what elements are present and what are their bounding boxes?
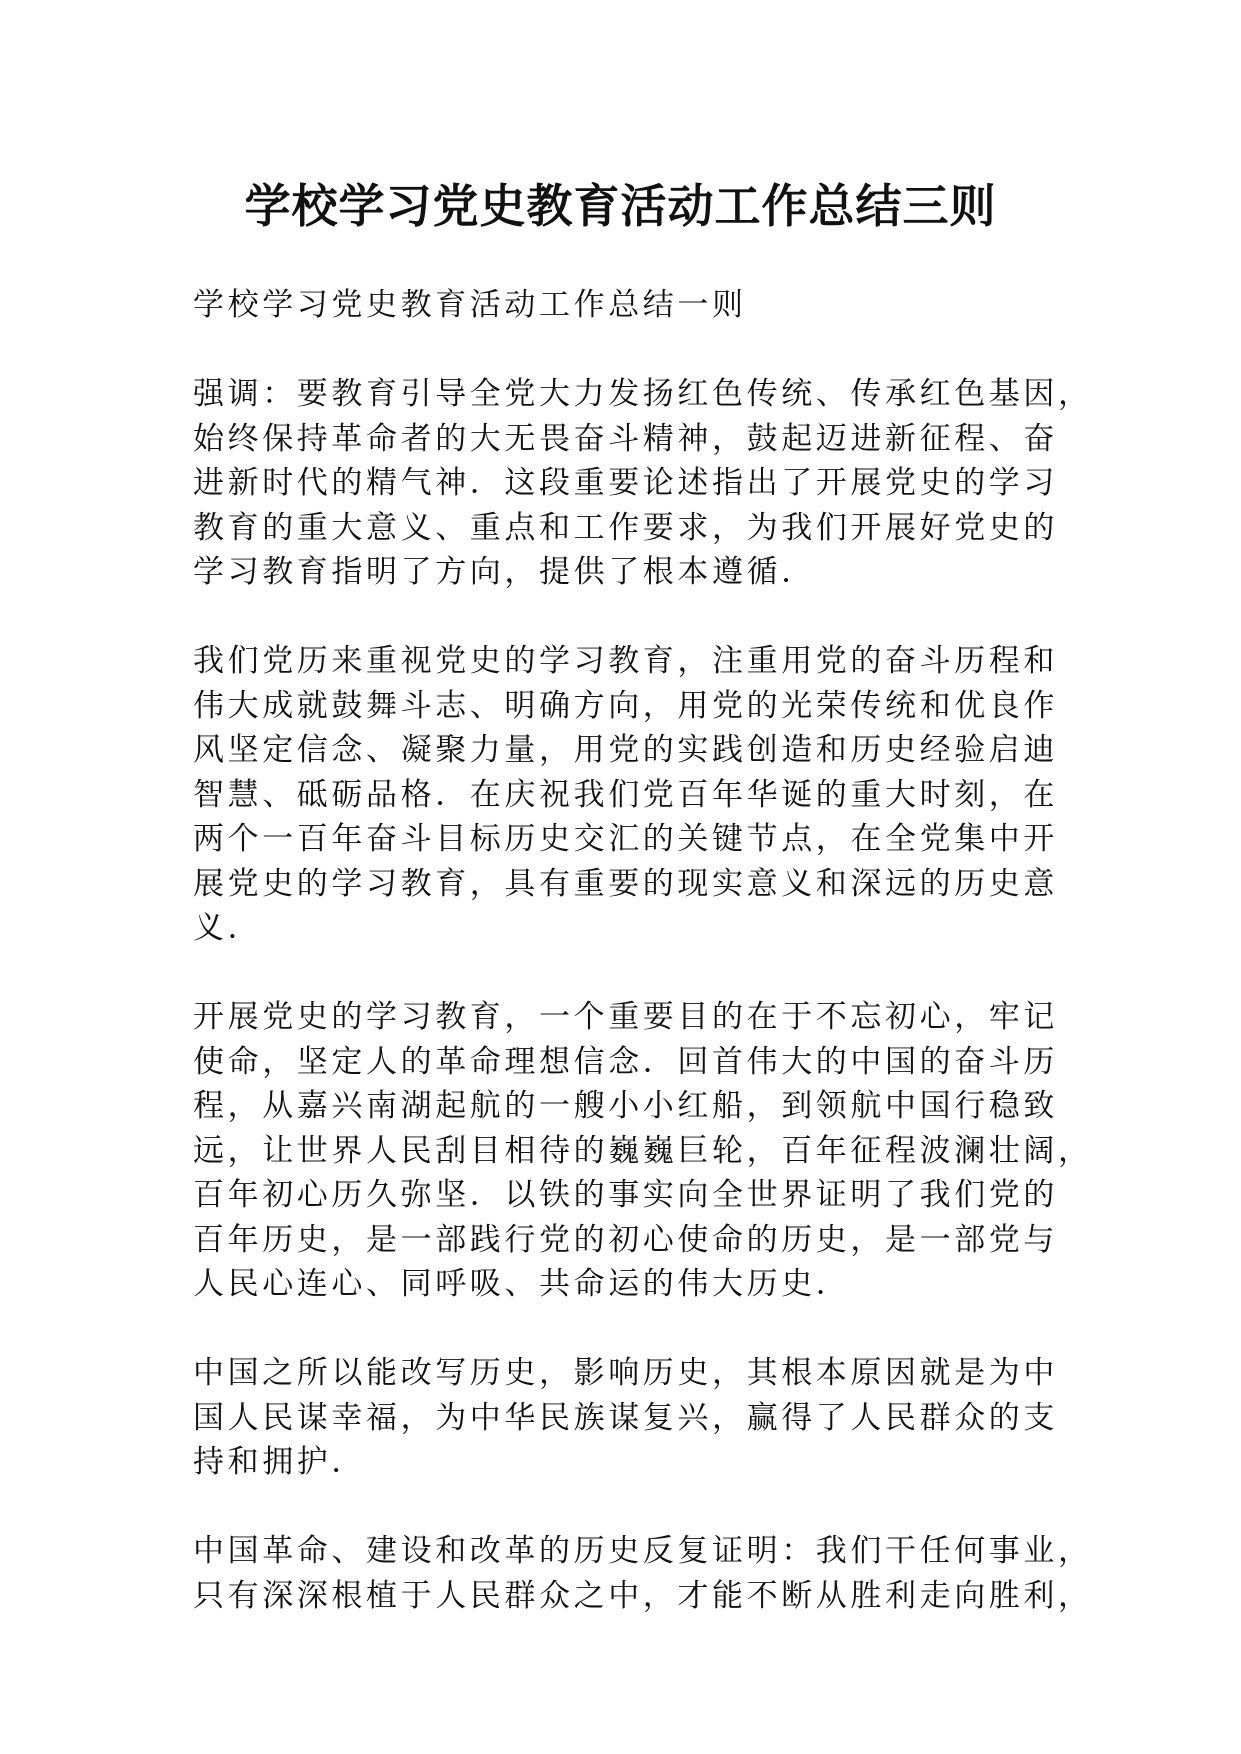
paragraph-2: [193, 639, 1058, 951]
text-line: 强调：要教育引导全党大力发扬红色传统、传承红色基因，: [193, 376, 1093, 412]
text-line: 始终保持革命者的大无畏奋斗精神，鼓起迈进新征程、奋: [193, 420, 1058, 457]
text-line: 义．: [193, 910, 263, 946]
text-line: 我们党历来重视党史的学习教育，注重用党的奋斗历程和: [193, 643, 1058, 679]
text-line: 教育的重大意义、重点和工作要求，为我们开展好党史的: [193, 509, 1058, 546]
text-line: 只有深深根植于人民群众之中，才能不断从胜利走向胜利，: [193, 1577, 1093, 1614]
text-line: 伟大成就鼓舞斗志、明确方向，用党的光荣传统和优良作: [193, 687, 1058, 724]
text-line: 国人民谋幸福，为中华民族谋复兴，赢得了人民群众的支: [193, 1399, 1058, 1436]
section-subtitle: 学校学习党史教育活动工作总结一则: [193, 287, 747, 323]
text-line: 风坚定信念、凝聚力量，用党的实践创造和历史经验启迪: [193, 732, 1058, 768]
text-line: 中国之所以能改写历史，影响历史，其根本原因就是为中: [193, 1355, 1058, 1391]
text-line: 人民心连心、同呼吸、共命运的伟大历史．: [193, 1266, 851, 1302]
text-line: 中国革命、建设和改革的历史反复证明：我们干任何事业，: [193, 1533, 1093, 1569]
text-line: 百年历史，是一部践行党的初心使命的历史，是一部党与: [193, 1221, 1058, 1258]
text-line: 两个一百年奋斗目标历史交汇的关键节点，在全党集中开: [193, 821, 1058, 857]
paragraph-3: [193, 995, 1093, 1307]
text-line: 智慧、砥砺品格．在庆祝我们党百年华诞的重大时刻，在: [193, 776, 1058, 813]
text-line: 持和拥护．: [193, 1444, 366, 1480]
paragraph-4: [193, 1351, 1058, 1485]
document-title: 学校学习党史教育活动工作总结三则: [244, 179, 997, 233]
text-line: 程，从嘉兴南湖起航的一艘小小红船，到领航中国行稳致: [193, 1088, 1058, 1124]
text-line: 学习教育指明了方向，提供了根本遵循．: [193, 554, 816, 590]
paragraph-1: [193, 372, 1093, 595]
paragraph-5: [193, 1529, 1093, 1618]
text-line: 远，让世界人民刮目相待的巍巍巨轮，百年征程波澜壮阔，: [193, 1132, 1093, 1169]
text-line: 使命，坚定人的革命理想信念．回首伟大的中国的奋斗历: [193, 1043, 1058, 1080]
text-line: 开展党史的学习教育，一个重要目的在于不忘初心，牢记: [193, 999, 1058, 1035]
text-line: 百年初心历久弥坚．以铁的事实向全世界证明了我们党的: [193, 1177, 1058, 1213]
document-body: [193, 283, 1093, 1663]
text-line: 展党史的学习教育，具有重要的现实意义和深远的历史意: [193, 865, 1058, 902]
text-line: 进新时代的精气神．这段重要论述指出了开展党史的学习: [193, 465, 1058, 501]
